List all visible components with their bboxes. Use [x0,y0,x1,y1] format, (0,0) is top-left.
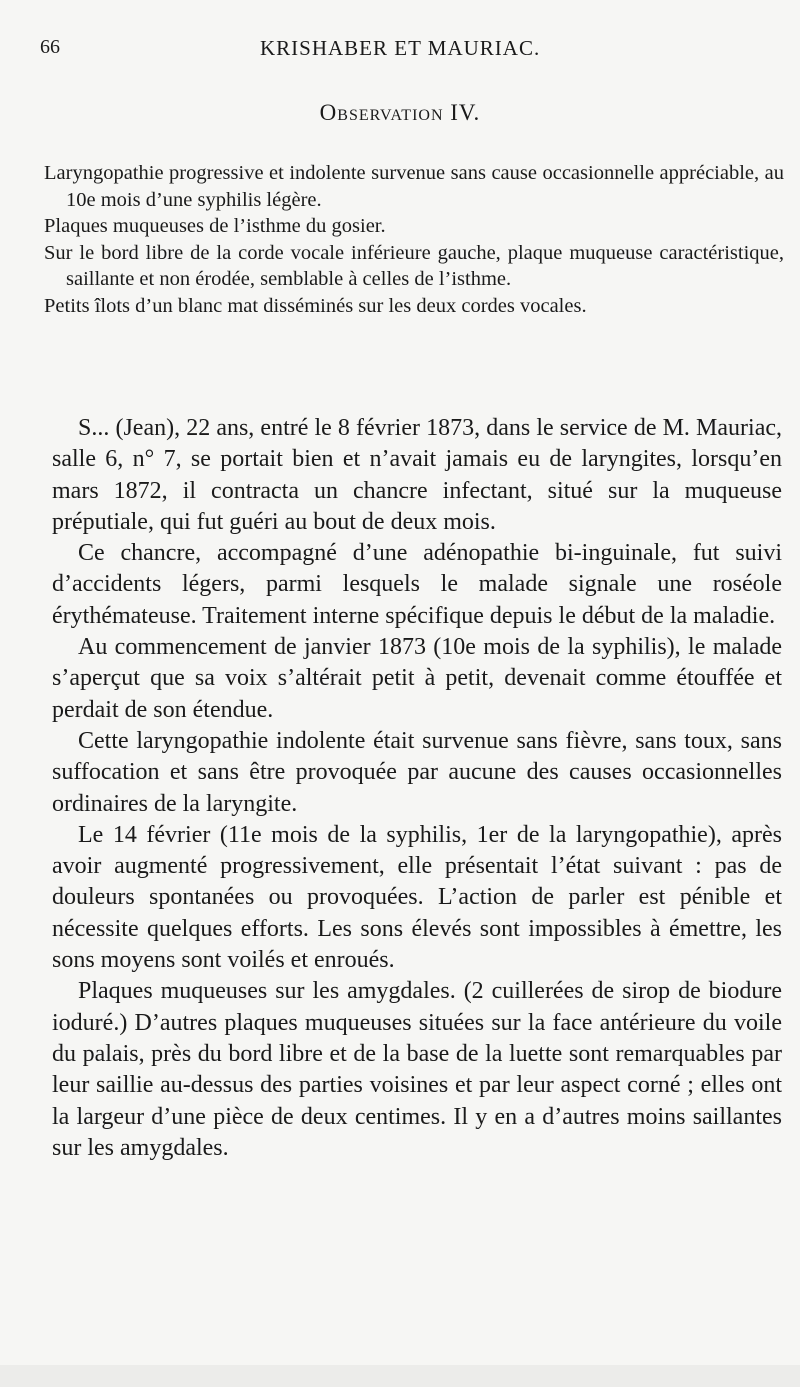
running-head [40,36,770,66]
body-paragraph: Cette laryngopathie indolente était survenue sans fièvre, sans toux, sans suffocation et sans être provoquée par aucune des causes occasionnelles ordinaires de la laryngite. [52,727,782,817]
page-number: 66 [40,36,60,58]
summary-item: Petits îlots d’un blanc mat disséminés sur les deux cordes vocales. [44,294,587,317]
summary-item: Laryngopathie progressive et indolente survenue sans cause occasionnelle appréciable, au 10e mois d’une syphilis légère. [44,162,784,211]
body-paragraph: Ce chancre, accompagné d’une adénopathie bi-inguinale, fut suivi d’accidents légers, parmi lesquels le malade signale une roséole érythémateuse. Traitement interne spécifique depuis le début de la maladie. [52,540,782,629]
body-paragraph: Au commencement de janvier 1873 (10e mois de la syphilis), le malade s’aperçut que sa voix s’altérait petit à petit, devenait comme étouffée et perdait de son étendue. [52,634,782,723]
summary-item: Plaques muqueuses de l’isthme du gosier. [44,215,386,237]
case-report-body [52,413,782,1164]
case-summary [44,160,784,319]
running-title: KRISHABER ET MAURIAC. [260,36,541,60]
body-paragraph: Le 14 février (11e mois de la syphilis, 1er de la laryngopathie), après avoir augmenté progressivement, elle présentait l’état suivant : pas de douleurs spontanées ou provoquées. L’action de parler est pénible et nécessite quelques efforts. Les sons élevés sont impossibles à émettre, les sons moyens sont voilés et enroués. [52,821,782,974]
observation-title: Observation IV. [319,100,481,125]
body-paragraph: S... (Jean), 22 ans, entré le 8 février 1873, dans le service de M. Mauriac, salle 6, n° 7, se portait bien et n’avait jamais eu de laryngites, lorsqu’en mars 1872, il contracta un chancre infectant, situé sur la muqueuse préputiale, qui fut guéri au bout de deux mois. [52,415,782,535]
body-paragraph: Plaques muqueuses sur les amygdales. (2 cuillerées de sirop de biodure ioduré.) D’autres plaques muqueuses situées sur la face antérieure du voile du palais, près du bord libre et de la base de la luette sont remarquables par leur saillie au-dessus des parties voisines et par leur aspect corné ; elles ont la largeur d’une pièce de deux centimes. Il y en a d’autres moins saillantes sur les amygdales. [52,978,782,1161]
summary-item: Sur le bord libre de la corde vocale inférieure gauche, plaque muqueuse caractéristique, saillante et non érodée, semblable à celles de l’isthme. [44,241,784,290]
page-bottom-edge [0,1365,800,1387]
